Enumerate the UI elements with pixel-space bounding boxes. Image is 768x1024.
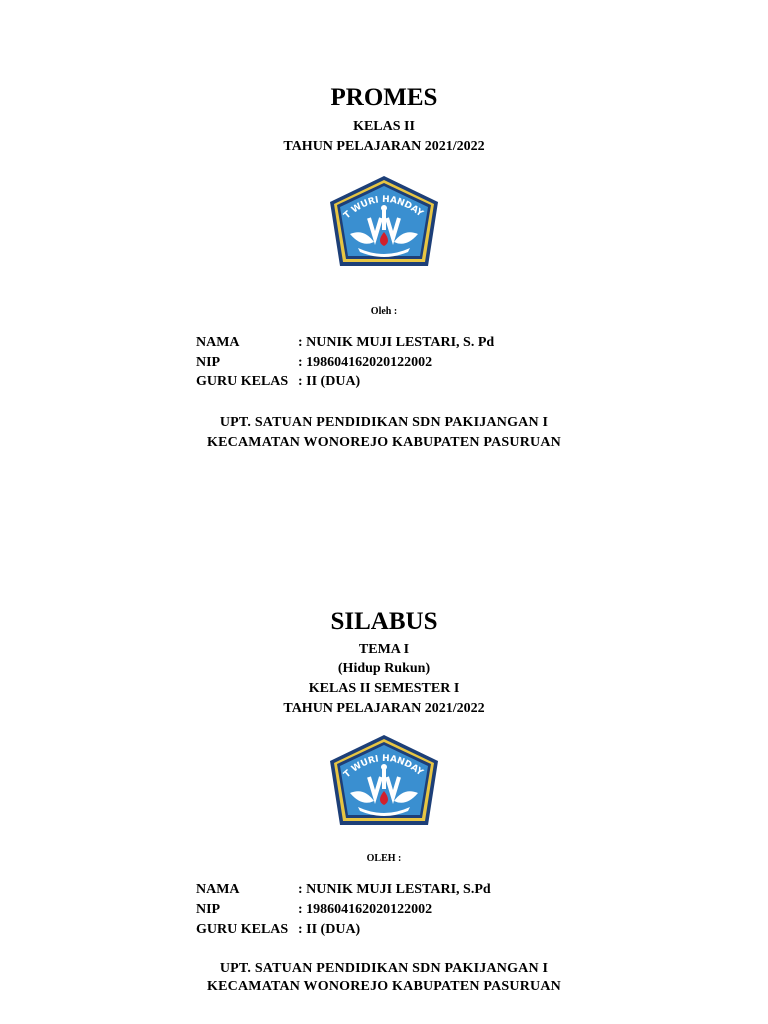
silabus-theme: TEMA I: [358, 642, 410, 657]
silabus-district: KECAMATAN WONOREJO KABUPATEN PASURUAN: [207, 979, 561, 994]
field-value: : 198604162020122002: [298, 902, 433, 917]
silabus-class-semester: KELAS II SEMESTER I: [308, 681, 460, 696]
silabus-oleh: OLEH :: [366, 853, 402, 864]
promes-year: TAHUN PELAJARAN 2021/2022: [283, 139, 485, 154]
field-label: GURU KELAS: [196, 922, 289, 937]
field-value: : NUNIK MUJI LESTARI, S.Pd: [298, 882, 491, 897]
field-value: : NUNIK MUJI LESTARI, S. Pd: [298, 335, 495, 350]
promes-oleh: Oleh :: [370, 306, 398, 317]
silabus-row-nama: [196, 882, 491, 898]
promes-district: KECAMATAN WONOREJO KABUPATEN PASURUAN: [207, 435, 561, 450]
silabus-row-guru-kelas: [196, 922, 360, 938]
promes-row-nip: [196, 355, 432, 371]
silabus-row-nip: [196, 902, 432, 918]
silabus-subtheme: (Hidup Rukun): [337, 661, 431, 676]
field-label: GURU KELAS: [196, 374, 289, 389]
promes-row-guru-kelas: [196, 374, 360, 390]
promes-class: KELAS II: [353, 119, 415, 134]
tut-wuri-handayani-logo-icon: [324, 172, 444, 282]
silabus-institution: UPT. SATUAN PENDIDIKAN SDN PAKIJANGAN I: [219, 961, 549, 976]
field-label: NIP: [196, 355, 221, 370]
field-value: : II (DUA): [298, 374, 361, 389]
silabus-year: TAHUN PELAJARAN 2021/2022: [283, 701, 485, 716]
field-value: : II (DUA): [298, 922, 361, 937]
field-value: : 198604162020122002: [298, 355, 433, 370]
promes-title: PROMES: [330, 84, 438, 111]
promes-row-nama: [196, 335, 494, 351]
silabus-title: SILABUS: [330, 608, 438, 635]
tut-wuri-handayani-logo-icon: [324, 731, 444, 841]
field-label: NIP: [196, 902, 221, 917]
field-label: NAMA: [196, 882, 240, 897]
promes-institution: UPT. SATUAN PENDIDIKAN SDN PAKIJANGAN I: [219, 415, 549, 430]
field-label: NAMA: [196, 335, 240, 350]
